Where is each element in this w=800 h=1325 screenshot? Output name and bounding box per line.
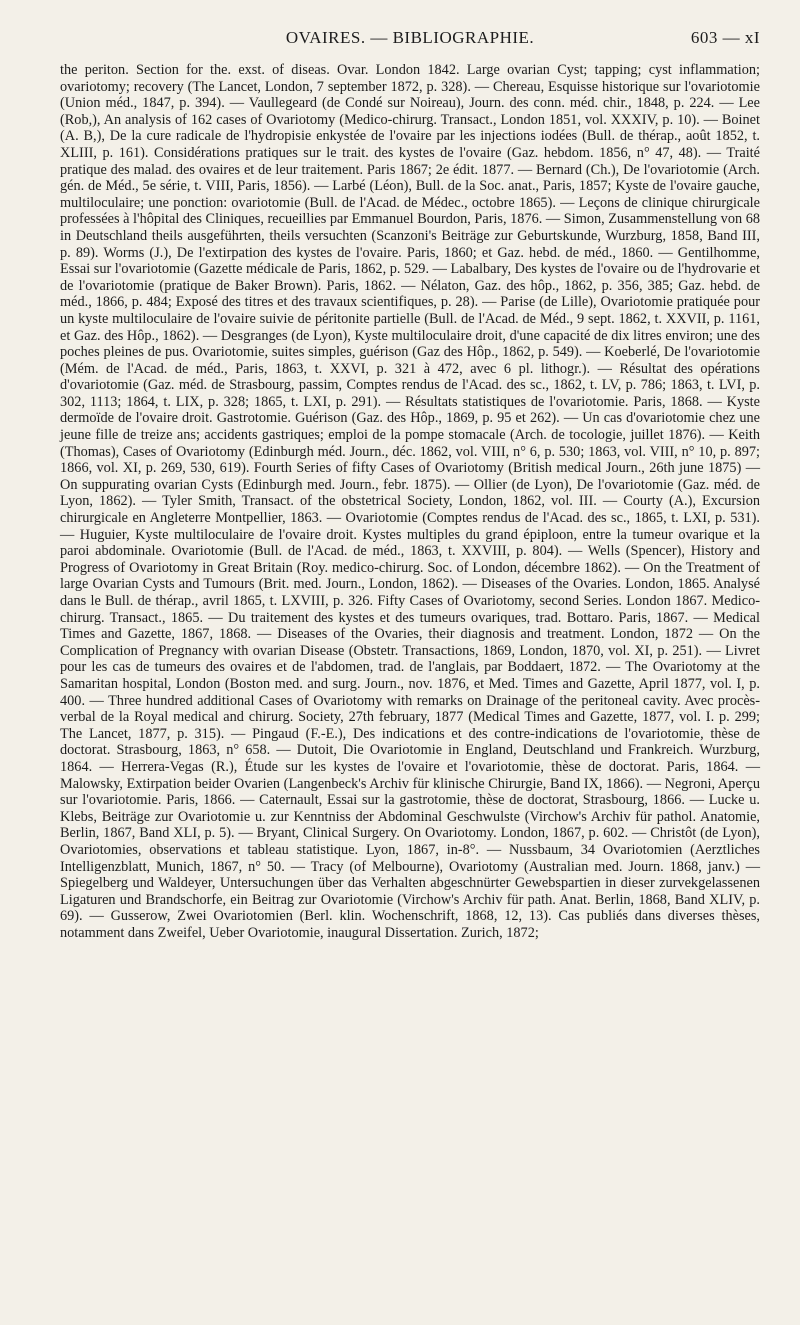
bibliography-text — [60, 62, 760, 941]
running-header — [60, 28, 760, 56]
bibliography-paragraph: the periton. Section for the. exst. of diseas. Ovar. London 1842. Large ovarian Cyst; tapping; cyst inflammation; ovariotomy; recovery (The Lancet, London, 7 september 1872, p. 328). — Chereau, Esquisse historique sur l'ovariotomie (Union méd., 1847, p. 394). — Vaullegeard (de Condé sur Noireau), Journ. des conn. méd. chir., 1848, p. 224. — Lee (Rob,), An analysis of 162 cases of Ovariotomy (Medico-chirurg. Transact., London 1851, vol. XXXIV, p. 10). — Boinet (A. B,), De la cure radicale de l'hydropisie enkystée de l'ovaire par les injections iodées (Bull. de thérap., août 1852, t. XLIII, p. 161). Considérations pratiques sur le trait. des kystes de l'ovaire (Gaz. hebdom. 1856, n° 47, 48). — Traité pratique des malad. des ovaires et de leur traitement. Paris 1867; 2e édit. 1877. — Bernard (Ch.), De l'ovariotomie (Arch. gén. de Méd., 5e série, t. VIII, Paris, 1856). — Larbé (Léon), Bull. de la Soc. anat., Paris, 1857; Kyste de l'ovaire gauche, multiloculaire; une ponction: ovariotomie (Bull. de l'Acad. de Médec., octobre 1865). — Leçons de clinique chirurgicale professées à l'hôpital des Cliniques, recueillies par Emmanuel Bourdon, Paris, 1876. — Simon, Zusammenstellung von 68 in Deutschland theils ausgeführten, theils versuchten (Scanzoni's Beiträge zur Geburtskunde, Wurzburg, 1858, Band III, p. 89). Worms (J.), De l'extirpation des kystes de l'ovaire. Paris, 1860; et Gaz. hebd. de méd., 1860. — Gentilhomme, Essai sur l'ovariotomie (Gazette médicale de Paris, 1862, p. 529. — Labalbary, Des kystes de l'ovaire ou de l'hydrovarie et de l'ovariotomie (pratique de Baker Brown). Paris, 1862. — Nélaton, Gaz. des hôp., 1862, p. 356, 385; Gaz. hebd. de méd., 1866, p. 484; Exposé des titres et des travaux scientifiques, p. 28). — Parise (de Lille), Ovariotomie pratiquée pour un kyste multiloculaire de l'ovaire suivie de péritonite partielle (Bull. de l'Acad. de Méd., 9 sept. 1862, t. XXVII, p. 1161, et Gaz. des Hôp., 1862). — Desgranges (de Lyon), Kyste multiloculaire droit, d'une capacité de dix litres environ; une des poches pleines de pus. Ovariotomie, suites simples, guérison (Gaz des Hôp., 1862, p. 549). — Koeberlé, De l'ovariotomie (Mém. de l'Acad. de méd., Paris, 1863, t. XXVI, p. 321 à 472, avec 6 pl. lithogr.). — Résultat des opérations d'ovariotomie (Gaz. méd. de Strasbourg, passim, Comptes rendus de l'Acad. des sc., 1862, t. LV, p. 786; 1863, t. LVI, p. 302, 1113; 1864, t. LIX, p. 328; 1865, t. LXI, p. 291). — Résultats statistiques de l'ovariotomie. Paris, 1868. — Kyste dermoïde de l'ovaire droit. Gastrotomie. Guérison (Gaz. des Hôp., 1869, p. 95 et 262). — Un cas d'ovariotomie chez une jeune fille de treize ans; accidents gastriques; emploi de la pompe stomacale (Arch. de tocologie, juillet 1876). — Keith (Thomas), Cases of Ovariotomy (Edinburgh méd. Journ., déc. 1862, vol. VIII, n° 6, p. 530; 1863, vol. VIII, n° 10, p. 897; 1866, vol. XI, p. 269, 530, 619). Fourth Series of fifty Cases of Ovariotomy (British medical Journ., 26th june 1875) — On suppurating ovarian Cysts (Edinburgh med. Journ., febr. 1875). — Ollier (de Lyon), De l'ovariotomie (Gaz. méd. de Lyon, 1862). — Tyler Smith, Transact. of the obstetrical Society, London, 1862, vol. III. — Courty (A.), Excursion chirurgicale en Angleterre Montpellier, 1863. — Ovariotomie (Comptes rendus de l'Acad. des sc., 1865, t. LXI, p. 531). — Huguier, Kyste multiloculaire de l'ovaire droit. Kystes multiples du grand épiploon, entre la tumeur ovarique et la paroi abdominale. Ovariotomie (Bull. de l'Acad. de méd., 1863, t. XXVIII, p. 804). — Wells (Spencer), History and Progress of Ovariotomy in Great Britain (Roy. medico-chirurg. Soc. of London, décembre 1862). — On the Treatment of large Ovarian Cysts and Tumours (Brit. med. Journ., London, 1862). — Diseases of the Ovaries. London, 1865. Analysé dans le Bull. de thérap., avril 1865, t. LXVIII, p. 326. Fifty Cases of Ovariotomy, second Series. London 1867. Medico-chirurg. Transact., 1865. — Du traitement des kystes et des tumeurs ovariques, trad. Bottaro. Paris, 1867. — Medical Times and Gazette, 1867, 1868. — Diseases of the Ovaries, their diagnosis and treatment. London, 1872 — On the Complication of Pregnancy with ovarian Disease (Obstetr. Transactions, 1869, London, 1870, vol. XI, p. 251). — Livret pour les cas de tumeurs des ovaires et de l'abdomen, trad. de l'anglais, par Boddaert, 1872. — The Ovariotomy at the Samaritan hospital, London (Boston med. and surg. Journ., nov. 1876, et Med. Times and Gazette, April 1877, vol. I, p. 400. — Three hundred additional Cases of Ovariotomy with remarks on Drainage of the peritoneal cavity. Avec procès-verbal de la Royal medical and chirurg. Society, 27th february, 1877 (Medical Times and Gazette, 1877, vol. I. p. 299; The Lancet, 1877, p. 315). — Pingaud (F.-E.), Des indications et des contre-indications de l'ovariotomie, thèse de doctorat. Strasbourg, 1863, n° 658. — Dutoit, Die Ovariotomie in England, Deutschland und Frankreich. Wurzburg, 1864. — Herrera-Vegas (R.), Étude sur les kystes de l'ovaire et l'ovariotomie, thèse de doctorat. Paris, 1864. — Malowsky, Extirpation beider Ovarien (Langenbeck's Archiv für klinische Chirurgie, Band IX, 1866). — Negroni, Aperçu sur l'ovariotomie. Paris, 1866. — Caternault, Essai sur la gastrotomie, thèse de doctorat, Strasbourg, 1866. — Lucke u. Klebs, Beiträge zur Ovariotomie u. zur Kenntniss der Abdominal Geschwulste (Virchow's Archiv für pathol. Anatomie, Berlin, 1867, Band XLI, p. 5). — Bryant, Clinical Surgery. On Ovariotomy. London, 1867, p. 602. — Christôt (de Lyon), Ovariotomies, observations et tableau statistique. Lyon, 1867, in-8°. — Nussbaum, 34 Ovariotomien (Aerztliches Intelligenzblatt, Munich, 1867, n° 50. — Tracy (of Melbourne), Ovariotomy (Australian med. Journ. 1868, janv.) — Spiegelberg und Waldeyer, Untersuchungen über das Verhalten abgeschnürter Gewebspartien in dieser zurvekgelassenen Ligaturen und Brandschorfe, ein Beitrag zur Ovariotomie (Virchow's Archiv für path. Anat. Berlin, 1868, Band XLIV, p. 69). — Gusserow, Zwei Ovariotomien (Berl. klin. Wochenschrift, 1868, 12, 13). Cas publiés dans diverses thèses, notamment dans Zweifel, Ueber Ovariotomie, inaugural Dissertation. Zurich, 1872; — [60, 62, 760, 941]
page-number: 603 — xI — [690, 28, 760, 47]
page-header-title: OVAIRES. — BIBLIOGRAPHIE. — [285, 28, 535, 47]
document-page — [60, 28, 760, 941]
